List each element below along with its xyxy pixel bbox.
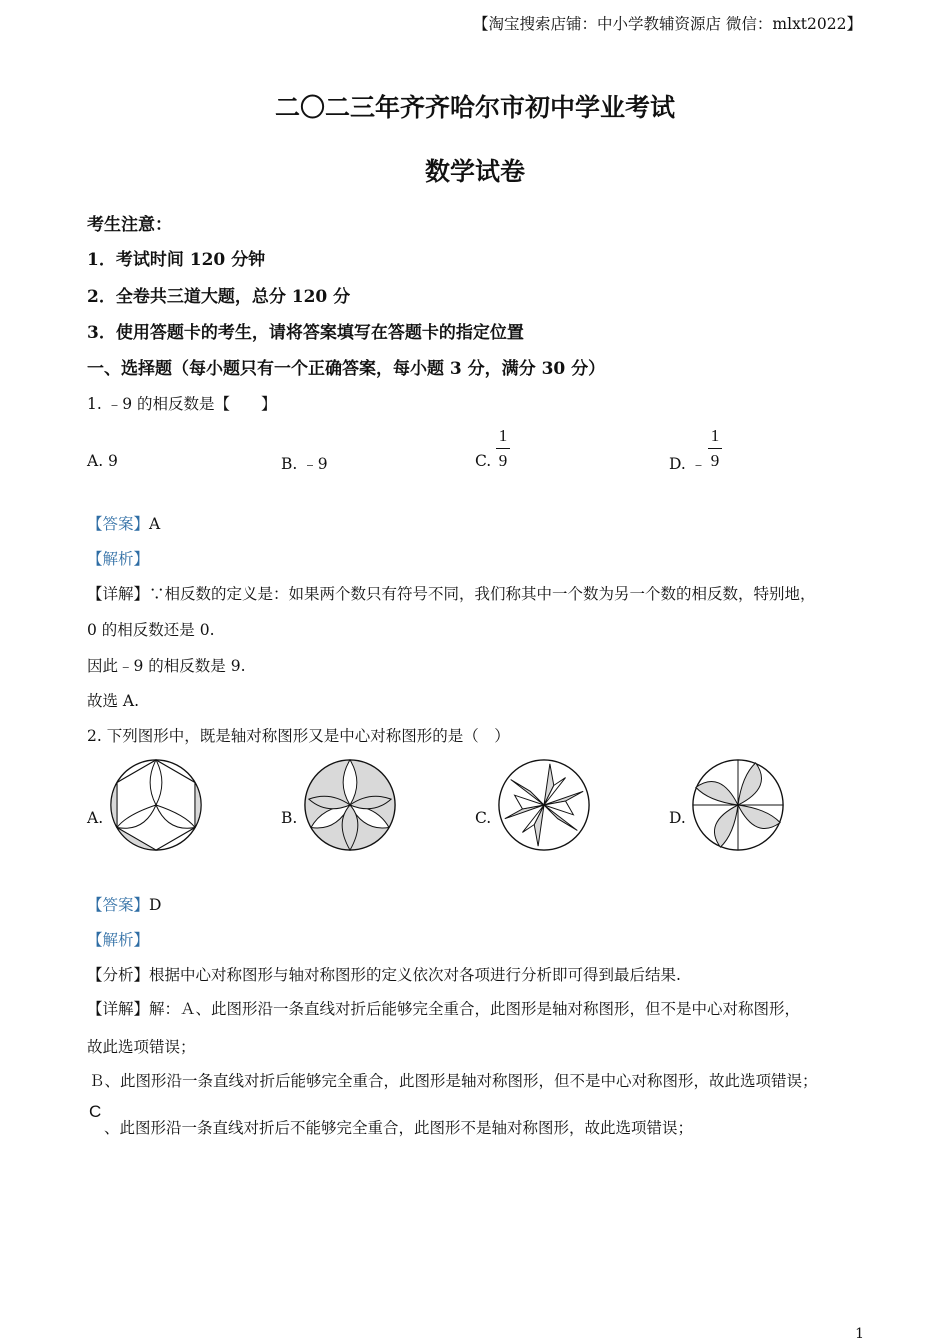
q2-label-c: C. [475, 809, 492, 827]
q1-detail-line-4: 故选 A. [87, 692, 140, 710]
q2-detail-line-3: Ｂ、此图形沿一条直线对折后能够完全重合，此图形是轴对称图形，但不是中心对称图形，故此选项错误； [89, 1072, 818, 1090]
notice-item-1: 1．考试时间 120 分钟 [87, 250, 266, 270]
q1-option-c-fraction [496, 426, 510, 471]
q2-figure-d [689, 756, 787, 854]
q2-analysis-tag: 【解析】 [87, 931, 150, 949]
q1-answer [87, 512, 160, 534]
q1-option-d: D. ﹣ [669, 455, 707, 473]
q2-label-b: B. [281, 809, 298, 827]
q2-detail-line-1: 【详解】解：Ａ、此图形沿一条直线对折后能够完全重合，此图形是轴对称图形，但不是中心对称图形， [87, 1000, 801, 1018]
answer-value: A [149, 515, 161, 533]
q1-option-c: C. [475, 452, 492, 470]
fraction-bar [708, 448, 722, 449]
q2-figure-b [301, 756, 399, 854]
q2-answer [87, 893, 161, 915]
q2-figure-c [495, 756, 593, 854]
q1-analysis-tag: 【解析】 [87, 550, 150, 568]
fraction-denominator: 9 [498, 451, 508, 470]
answer-tag: 【答案】 [87, 515, 150, 533]
q2-label-d: D. [669, 809, 686, 827]
q1-detail-line-1: 【详解】∵相反数的定义是：如果两个数只有符号不同，我们称其中一个数为另一个数的相反数，特别地， [87, 585, 816, 603]
page-number: 1 [855, 1326, 864, 1342]
q1-option-b: B. ﹣9 [281, 455, 328, 473]
q1-detail-line-3: 因此﹣9 的相反数是 9. [87, 657, 246, 675]
q2-detail-line-2: 故此选项错误； [87, 1038, 196, 1056]
q2-detail-line-4: 、此图形沿一条直线对折后不能够完全重合，此图形不是轴对称图形，故此选项错误； [104, 1119, 694, 1137]
q2-analysis-line: 【分析】根据中心对称图形与轴对称图形的定义依次对各项进行分析即可得到最后结果. [87, 966, 681, 984]
section-heading: 一、选择题（每小题只有一个正确答案，每小题 3 分，满分 30 分） [87, 359, 606, 379]
q1-stem: 1. ﹣9 的相反数是【 】 [87, 395, 277, 413]
page-subtitle: 数学试卷 [424, 157, 525, 186]
notice-item-2: 2．全卷共三道大题，总分 120 分 [87, 287, 351, 307]
q2-detail-c-letter: C [89, 1102, 102, 1121]
page-title: 二〇二三年齐齐哈尔市初中学业考试 [274, 93, 675, 122]
fraction-denominator: 9 [710, 451, 720, 470]
fraction-numerator: 1 [498, 426, 508, 445]
answer-value: D [149, 896, 162, 914]
q1-option-a: A. 9 [87, 452, 118, 470]
q2-stem: 2. 下列图形中，既是轴对称图形又是中心对称图形的是（ ） [87, 727, 510, 745]
q2-figure-a [107, 756, 205, 854]
header-note: 【淘宝搜索店铺：中小学教辅资源店 微信：mlxt2022】 [472, 15, 862, 33]
answer-tag: 【答案】 [87, 896, 150, 914]
q2-label-a: A. [87, 809, 104, 827]
q1-detail-line-2: 0 的相反数还是 0. [87, 621, 215, 639]
q1-option-d-fraction [708, 426, 722, 471]
fraction-numerator: 1 [710, 426, 720, 445]
fraction-bar [496, 448, 510, 449]
notice-item-3: 3．使用答题卡的考生，请将答案填写在答题卡的指定位置 [87, 323, 524, 343]
notice-heading: 考生注意： [87, 215, 172, 235]
